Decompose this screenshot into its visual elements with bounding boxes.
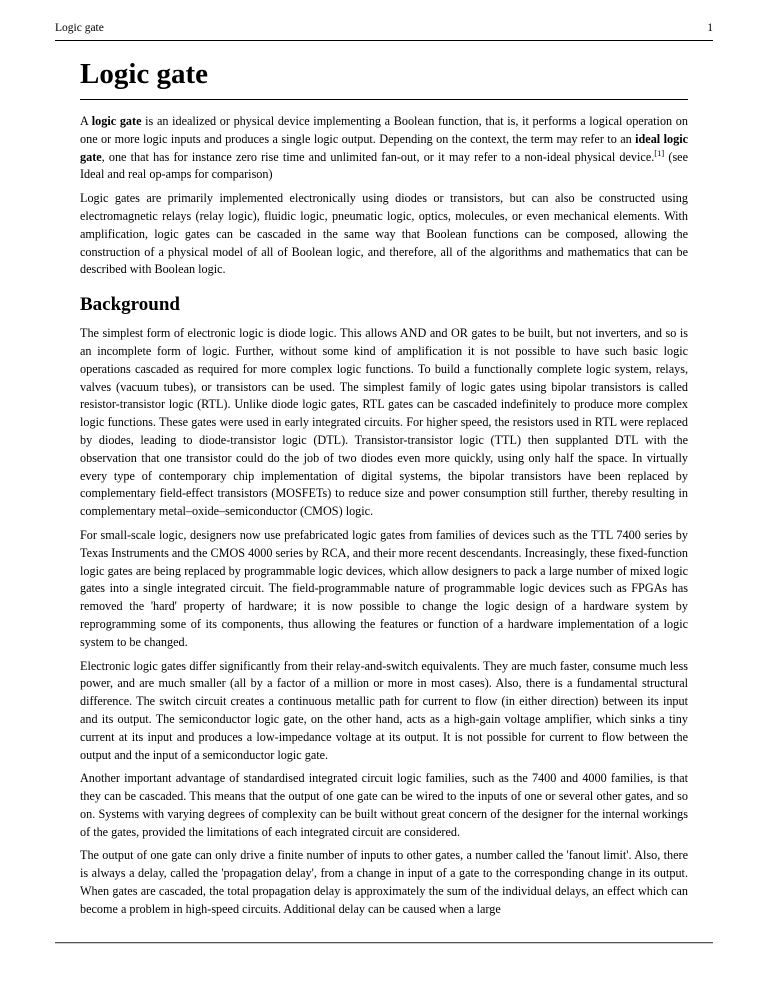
page-number: 1 — [707, 22, 713, 34]
running-header — [55, 22, 713, 34]
background-paragraph-4: Another important advantage of standardised integrated circuit logic families, such as the 7400 and 4000 families, is that they can be cascaded. This means that the output of one gate can be wired to the inputs of one or several other gates, and so on. Systems with varying degrees of complexity can be built without great concern of the designer for the internal workings of the gates, provided the limitations of each integrated circuit are considered. — [80, 771, 688, 839]
intro-paragraph-1 — [80, 113, 688, 184]
title-rule — [80, 99, 688, 100]
intro-text-segment: , one that has for instance zero rise time and unlimited fan-out, or it may refer to a non-ideal physical device. — [101, 149, 655, 164]
background-paragraph-3: Electronic logic gates differ significantly from their relay-and-switch equivalents. They are much faster, consume much less power, and are much smaller (all by a factor of a million or more in most cases). Also, there is a fundamental structural difference. The switch circuit creates a continuous metallic path for current to flow (in either direction) between its input and its output. The semiconductor logic gate, on the other hand, acts as a high-gain voltage amplifier, which sinks a tiny current at its input and produces a low-impedance voltage at its output. It is not possible for current to flow between the output and the input of a semiconductor logic gate. — [80, 658, 688, 762]
background-paragraph-2: For small-scale logic, designers now use prefabricated logic gates from families of devices such as the TTL 7400 series by Texas Instruments and the CMOS 4000 series by RCA, and their more recent descendants. Increasingly, these fixed-function logic gates are being replaced by programmable logic devices, which allow designers to pack a large number of mixed logic gates into a single integrated circuit. The field-programmable nature of programmable logic devices such as FPGAs has removed the 'hard' property of hardware; it is now possible to change the logic design of a hardware system by reprogramming some of its components, thus allowing the features or function of a hardware implementation of a logic system to be changed. — [80, 527, 688, 649]
background-paragraph-1: The simplest form of electronic logic is diode logic. This allows AND and OR gates to be built, but not inverters, and so is an incomplete form of logic. Further, without some kind of amplification it is not possible to have such basic logic operations cascaded as required for more complex logic functions. To build a functionally complete logic system, relays, valves (vacuum tubes), or transistors can be used. The simplest family of logic gates using bipolar transistors is called resistor-transistor logic (RTL). Unlike diode logic gates, RTL gates can be cascaded indefinitely to produce more complex logic functions. These gates were used in early integrated circuits. For higher speed, the resistors used in RTL were replaced by diodes, leading to diode-transistor logic (DTL). Transistor-transistor logic (TTL) then supplanted DTL with the observation that one transistor could do the job of two diodes even more quickly, using only half the space. In virtually every type of contemporary chip implementation of digital systems, the bipolar transistors have been replaced by complementary field-effect transistors (MOSFETs) to reduce size and power consumption still further, thereby resulting in complementary metal–oxide–semiconductor (CMOS) logic. — [80, 326, 688, 519]
footnote-ref-1: [1] — [654, 147, 665, 158]
bold-term-ideal-logic-gate: ideal logic gate — [80, 131, 688, 164]
bold-term-logic-gate: logic gate — [91, 114, 142, 128]
intro-paragraph-2: Logic gates are primarily implemented electronically using diodes or transistors, but can also be constructed using electromagnetic relays (relay logic), fluidic logic, pneumatic logic, optics, molecules, or even mechanical elements. With amplification, logic gates can be cascaded in the same way that Boolean functions can be composed, allowing the construction of a physical model of all of Boolean logic, and therefore, all of the algorithms and mathematics that can be described with Boolean logic. — [80, 191, 688, 277]
article-title: Logic gate — [80, 58, 209, 90]
section-heading-background: Background — [80, 294, 180, 316]
intro-text-segment: (see Ideal and real op-amps for comparison) — [80, 149, 689, 182]
footer-rule — [55, 942, 713, 943]
header-rule — [55, 40, 713, 41]
article-content — [80, 58, 688, 925]
running-header-title: Logic gate — [55, 22, 104, 34]
intro-text-segment: is an idealized or physical device implementing a Boolean function, that is, it performs a logical operation on one or more logic inputs and produces a single logic output. Depending on the context, the term may refer to an — [80, 114, 688, 146]
background-paragraph-5: The output of one gate can only drive a finite number of inputs to other gates, a number called the 'fanout limit'. Also, there is always a delay, called the 'propagation delay', from a change in input of a gate to the corresponding change in its output. When gates are cascaded, the total propagation delay is approximately the sum of the individual delays, an effect which can become a problem in high-speed circuits. Additional delay can be caused when a large — [80, 848, 688, 916]
intro-text-segment: A — [80, 114, 92, 128]
